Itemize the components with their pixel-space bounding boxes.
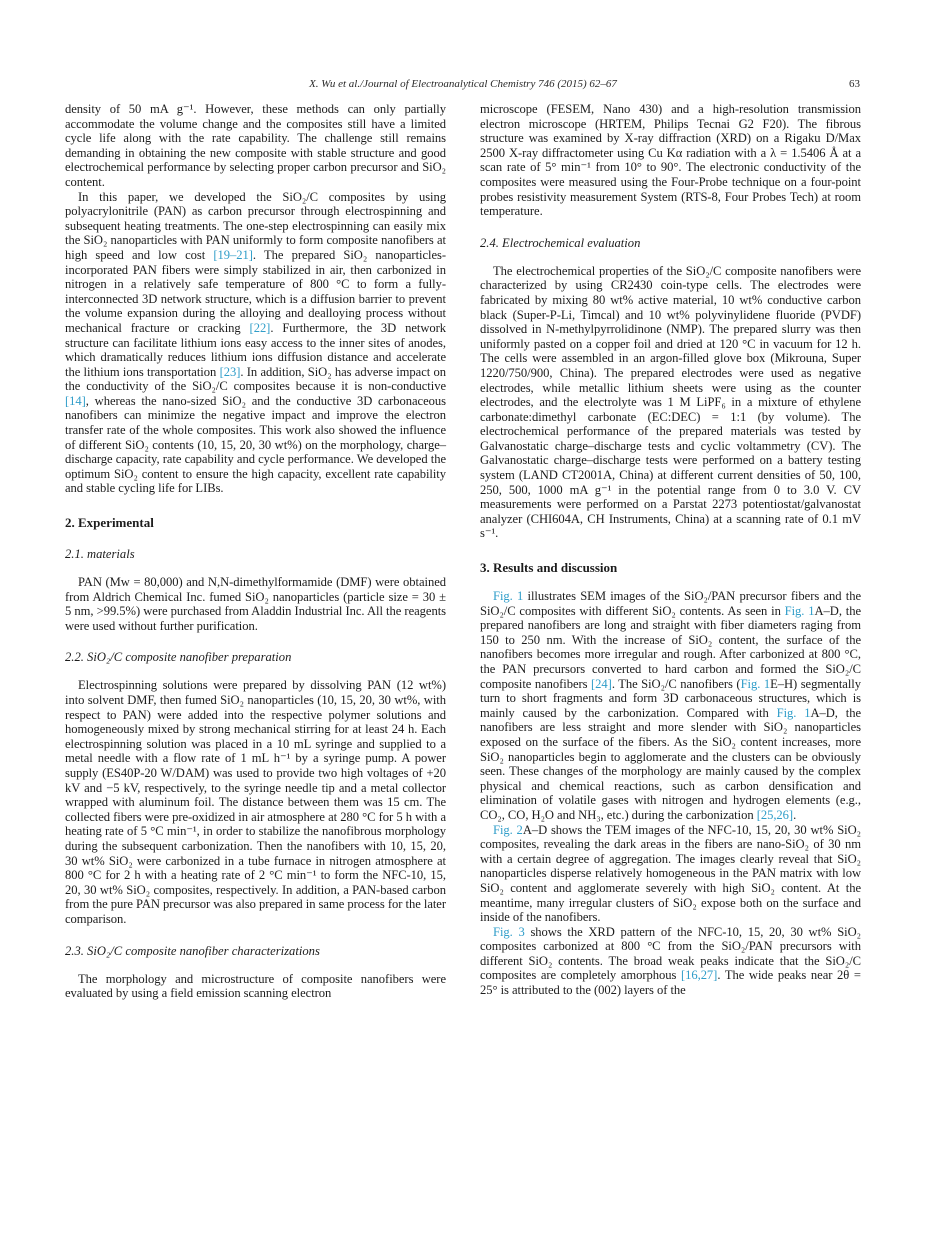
right-column <box>480 102 861 1194</box>
paragraph <box>65 575 446 633</box>
paragraph <box>65 190 446 496</box>
text-run: E–H) segmentally turn to short fragments and form 3D carbonaceous structures, which is mainly caused by the carbonization. Compared with <box>480 676 861 720</box>
citation-link[interactable]: Fig. 1 <box>776 705 811 720</box>
page-header <box>65 78 861 94</box>
text-run: . The prepared SiO₂ nanoparticles-incorporated PAN fibers were simply stabilized in air, then carbonized in nitrogen in a relatively safe temperature of 800 °C to form a fully-interconnected 3D network structure, which is a diffusion barrier to prevent the volume expansion during the alloying and dealloying process without mechanical fracture or cracking <box>65 247 446 335</box>
paragraph <box>480 102 861 219</box>
text-run: illustrates SEM images of the SiO₂/PAN precursor fibers and the SiO₂/C composites with different SiO₂ contents. As seen in <box>480 589 861 618</box>
text-run: . <box>793 807 797 822</box>
left-column <box>65 102 446 1194</box>
citation-link[interactable]: Fig. 1 <box>740 676 771 691</box>
subsection-heading: 2.4. Electrochemical evaluation <box>480 235 641 250</box>
subsection-heading: 2.3. SiO₂/C composite nanofiber characterizations <box>65 943 320 958</box>
citation-link[interactable]: [19–21] <box>213 247 253 262</box>
text-run: A–D, the nanofibers are less straight and more slender with SiO₂ nanoparticles exposed on the surface of the fibers. As the SiO₂ content increases, more SiO₂ nanoparticles begin to agglomerate and the clusters can be obviously seen. These changes of the morphology are mainly caused by the complex physical and chemical reactions, such as carbon densification and elimination of volatile gases with nitrogen and hydrogen elements (e.g., CO₂, CO, H₂O and NH₃, etc.) during the carbonization <box>480 705 861 822</box>
text-run: The morphology and microstructure of composite nanofibers were evaluated by using a field emission scanning electron <box>65 971 446 1001</box>
text-run: PAN (Mw = 80,000) and N,N-dimethylformamide (DMF) were obtained from Aldrich Chemical Inc. fumed SiO₂ nanoparticles (particle size = 30 ± 5 nm, >99.5%) were purchased from Aladdin Industrial Inc. All the reagents were used without further purification. <box>65 575 446 633</box>
paragraph <box>65 972 446 1001</box>
running-title: X. Wu et al./Journal of Electroanalytical Chemistry 746 (2015) 62–67 <box>309 78 617 90</box>
citation-link[interactable]: [16,27] <box>680 968 718 983</box>
section-heading: 2. Experimental <box>65 515 154 531</box>
text-run: , whereas the nano-sized SiO₂ and the conductive 3D carbonaceous nanofibers can minimize the negative impact and improve the electron transfer rate of the whole composites. This work also showed the influence of different SiO₂ contents (10, 15, 20, 30 wt%) on the morphology, charge–discharge capacity, rate capability and cycle performance. We developed the optimum SiO₂ content to ensure the high capacity, excellent rate capability and stable cycling life for LIBs. <box>65 393 446 496</box>
citation-link[interactable]: [23] <box>219 364 241 379</box>
paragraph <box>480 589 861 823</box>
two-column-body <box>65 102 861 1194</box>
subsection-heading: 2.2. SiO₂/C composite nanofiber preparation <box>65 650 292 665</box>
citation-link[interactable]: [14] <box>65 393 86 408</box>
citation-link[interactable]: Fig. 2 <box>493 822 523 837</box>
text-run: Electrospinning solutions were prepared by dissolving PAN (12 wt%) into solvent DMF, then fumed SiO₂ nanoparticles (10, 15, 20, 30 wt%, with respect to PAN) were added into the respective polymer solutions and homogeneously mixed by strong mechanical stirring for at least 24 h. Each electrospinning solution was placed in a 10 mL syringe and supplied to a metal needle with a flow rate of 1 mL h⁻¹ by a syringe pump. A power supply (ES40P-20 W/DAM) was used to provide two high voltages of +20 kV and −5 kV, respectively, to the syringe needle tip and a metal collector wrapped with aluminum foil. The distance between them was 15 cm. The collected fibers were pre-oxidized in air atmosphere at 280 °C for 5 h with a heating rate of 5 °C min⁻¹, in order to stabilize the nanofibrous morphology during the subsequent carbonization. Then the nanofibers with 10, 15, 20, 30 wt% SiO₂ were carbonized in a tube furnace in nitrogen atmosphere at 800 °C for 2 h with a heating rate of 2 °C min⁻¹ to form the NFC-10, 15, 20, 30 wt% SiO₂ composites, respectively. In addition, a PAN-based carbon from the pure PAN precursor was also prepared in same process for the later comparison. <box>65 678 446 926</box>
paragraph <box>65 678 446 926</box>
text-run: . Furthermore, the 3D network structure can facilitate lithium ions easy access to the inner sites of anodes, which dramatically reduces lithium ions diffusion distance and accelerate the lithium ions transportation <box>65 320 446 379</box>
text-run: shows the XRD pattern of the NFC-10, 15, 20, 30 wt% SiO₂ composites carbonized at 800 °C from the SiO₂/PAN precursors with different SiO₂ contents. The broad weak peaks indicate that the SiO₂/C composites are completely amorphous <box>480 924 861 983</box>
paragraph <box>65 102 446 190</box>
citation-link[interactable]: [22] <box>249 320 271 335</box>
text-run: microscope (FESEM, Nano 430) and a high-resolution transmission electron microscope (HRTEM, Philips Tecnai G2 F20). The fibrous structure was examined by X-ray diffraction (XRD) on a Rigaku D/Max 2500 X-ray diffractometer using Cu Kα radiation with a λ = 1.5406 Å at a scan rate of 5° min⁻¹ from 10° to 90°. The electronic conductivity of the composites were measured using the Four-Probe technique on a four-point probes resistivity measurement System (RTS-8, Four Probes Tech) at room temperature. <box>480 102 861 219</box>
citation-link[interactable]: Fig. 3 <box>493 924 525 939</box>
text-run: density of 50 mA g⁻¹. However, these methods can only partially accommodate the volume change and the composites still have a limited cycle life along with the rate capability. The challenge still remains demanding in obtaining the new composite with stable structure and good electrochemical performance by selecting proper carbon precursor and SiO₂ content. <box>65 102 446 189</box>
text-run: A–D shows the TEM images of the NFC-10, 15, 20, 30 wt% SiO₂ composites, revealing the dark areas in the fibers are nano-SiO₂ of 30 nm with a certain degree of aggregation. The images clearly reveal that SiO₂ nanoparticles disperse relatively homogeneous in the PAN matrix with low SiO₂ content and agglomerate severely with high SiO₂ content. At the meantime, many irregular clusters of SiO₂ expose both on the surface and inside of the nanofibers. <box>480 822 861 925</box>
paragraph <box>480 264 861 541</box>
text-run: In this paper, we developed the SiO₂/C composites by using polyacrylonitrile (PAN) as carbon precursor through electrospinning and subsequent heating treatments. The one-step electrospinning can easily mix the SiO₂ nanoparticles with PAN uniformly to form composite nanofibers at high speed and low cost <box>65 189 446 262</box>
text-run: . In addition, SiO₂ has adverse impact on the conductivity of the SiO₂/C composites because it is non-conductive <box>65 364 446 394</box>
page-number: 63 <box>849 78 860 90</box>
text-run: The electrochemical properties of the SiO₂/C composite nanofibers were characterized by using CR2430 coin-type cells. The electrodes were fabricated by mixing 80 wt% active material, 10 wt% conductive carbon black (Super-P-Li, Timcal) and 10 wt% polyvinylidene fluoride (PVDF) dissolved in N-methylpyrrolidinone (NMP). The prepared slurry was then uniformly pasted on a copper foil and dried at 120 °C in vacuum for 12 h. The cells were assembled in an argon-filled glove box (Mikrouna, Super 1220/750/900, China). The prepared electrodes were used as negative electrodes, while metallic lithium sheets were using as the counter electrodes, and the electrolyte was 1 M LiPF₆ in a mixture of ethylene carbonate:dimethyl carbonate (EC:DEC) = 1:1 (by volume). The electrochemical performance of the prepared materials was tested by Galvanostatic charge–discharge tests and cyclic voltammetry (CV). The Galvanostatic charge–discharge tests were performed on a battery testing system (LAND CT2001A, China) at different current densities of 50, 100, 250, 500, 1000 mA g⁻¹ in the potential range from 0 to 3.0 V. CV measurements were performed on a Parstat 2273 potentiostat/galvanostat analyzer (CHI604A, CH Instruments, China) at a scanning rate of 0.1 mV s⁻¹. <box>480 263 861 541</box>
citation-link[interactable]: [25,26] <box>756 807 794 822</box>
citation-link[interactable]: Fig. 1 <box>493 589 524 604</box>
text-run: A–D, the prepared nanofibers are long and straight with fiber diameters raging from 150 to 250 nm. With the increase of SiO₂ content, the surface of the nanofibers becomes more irregular and rough. After carbonized at 800 °C, the PAN precursors converted to hard carbon and formed the SiO₂/C composite nanofibers <box>480 603 861 691</box>
citation-link[interactable]: Fig. 1 <box>784 603 815 618</box>
section-heading: 3. Results and discussion <box>480 560 618 576</box>
paragraph <box>480 925 861 998</box>
citation-link[interactable]: [24] <box>591 676 612 691</box>
text-run: . The SiO₂/C nanofibers ( <box>611 676 741 691</box>
paragraph <box>480 823 861 925</box>
subsection-heading: 2.1. materials <box>65 547 135 562</box>
text-run: . The wide peaks near 2θ = 25° is attributed to the (002) layers of the <box>480 968 861 998</box>
